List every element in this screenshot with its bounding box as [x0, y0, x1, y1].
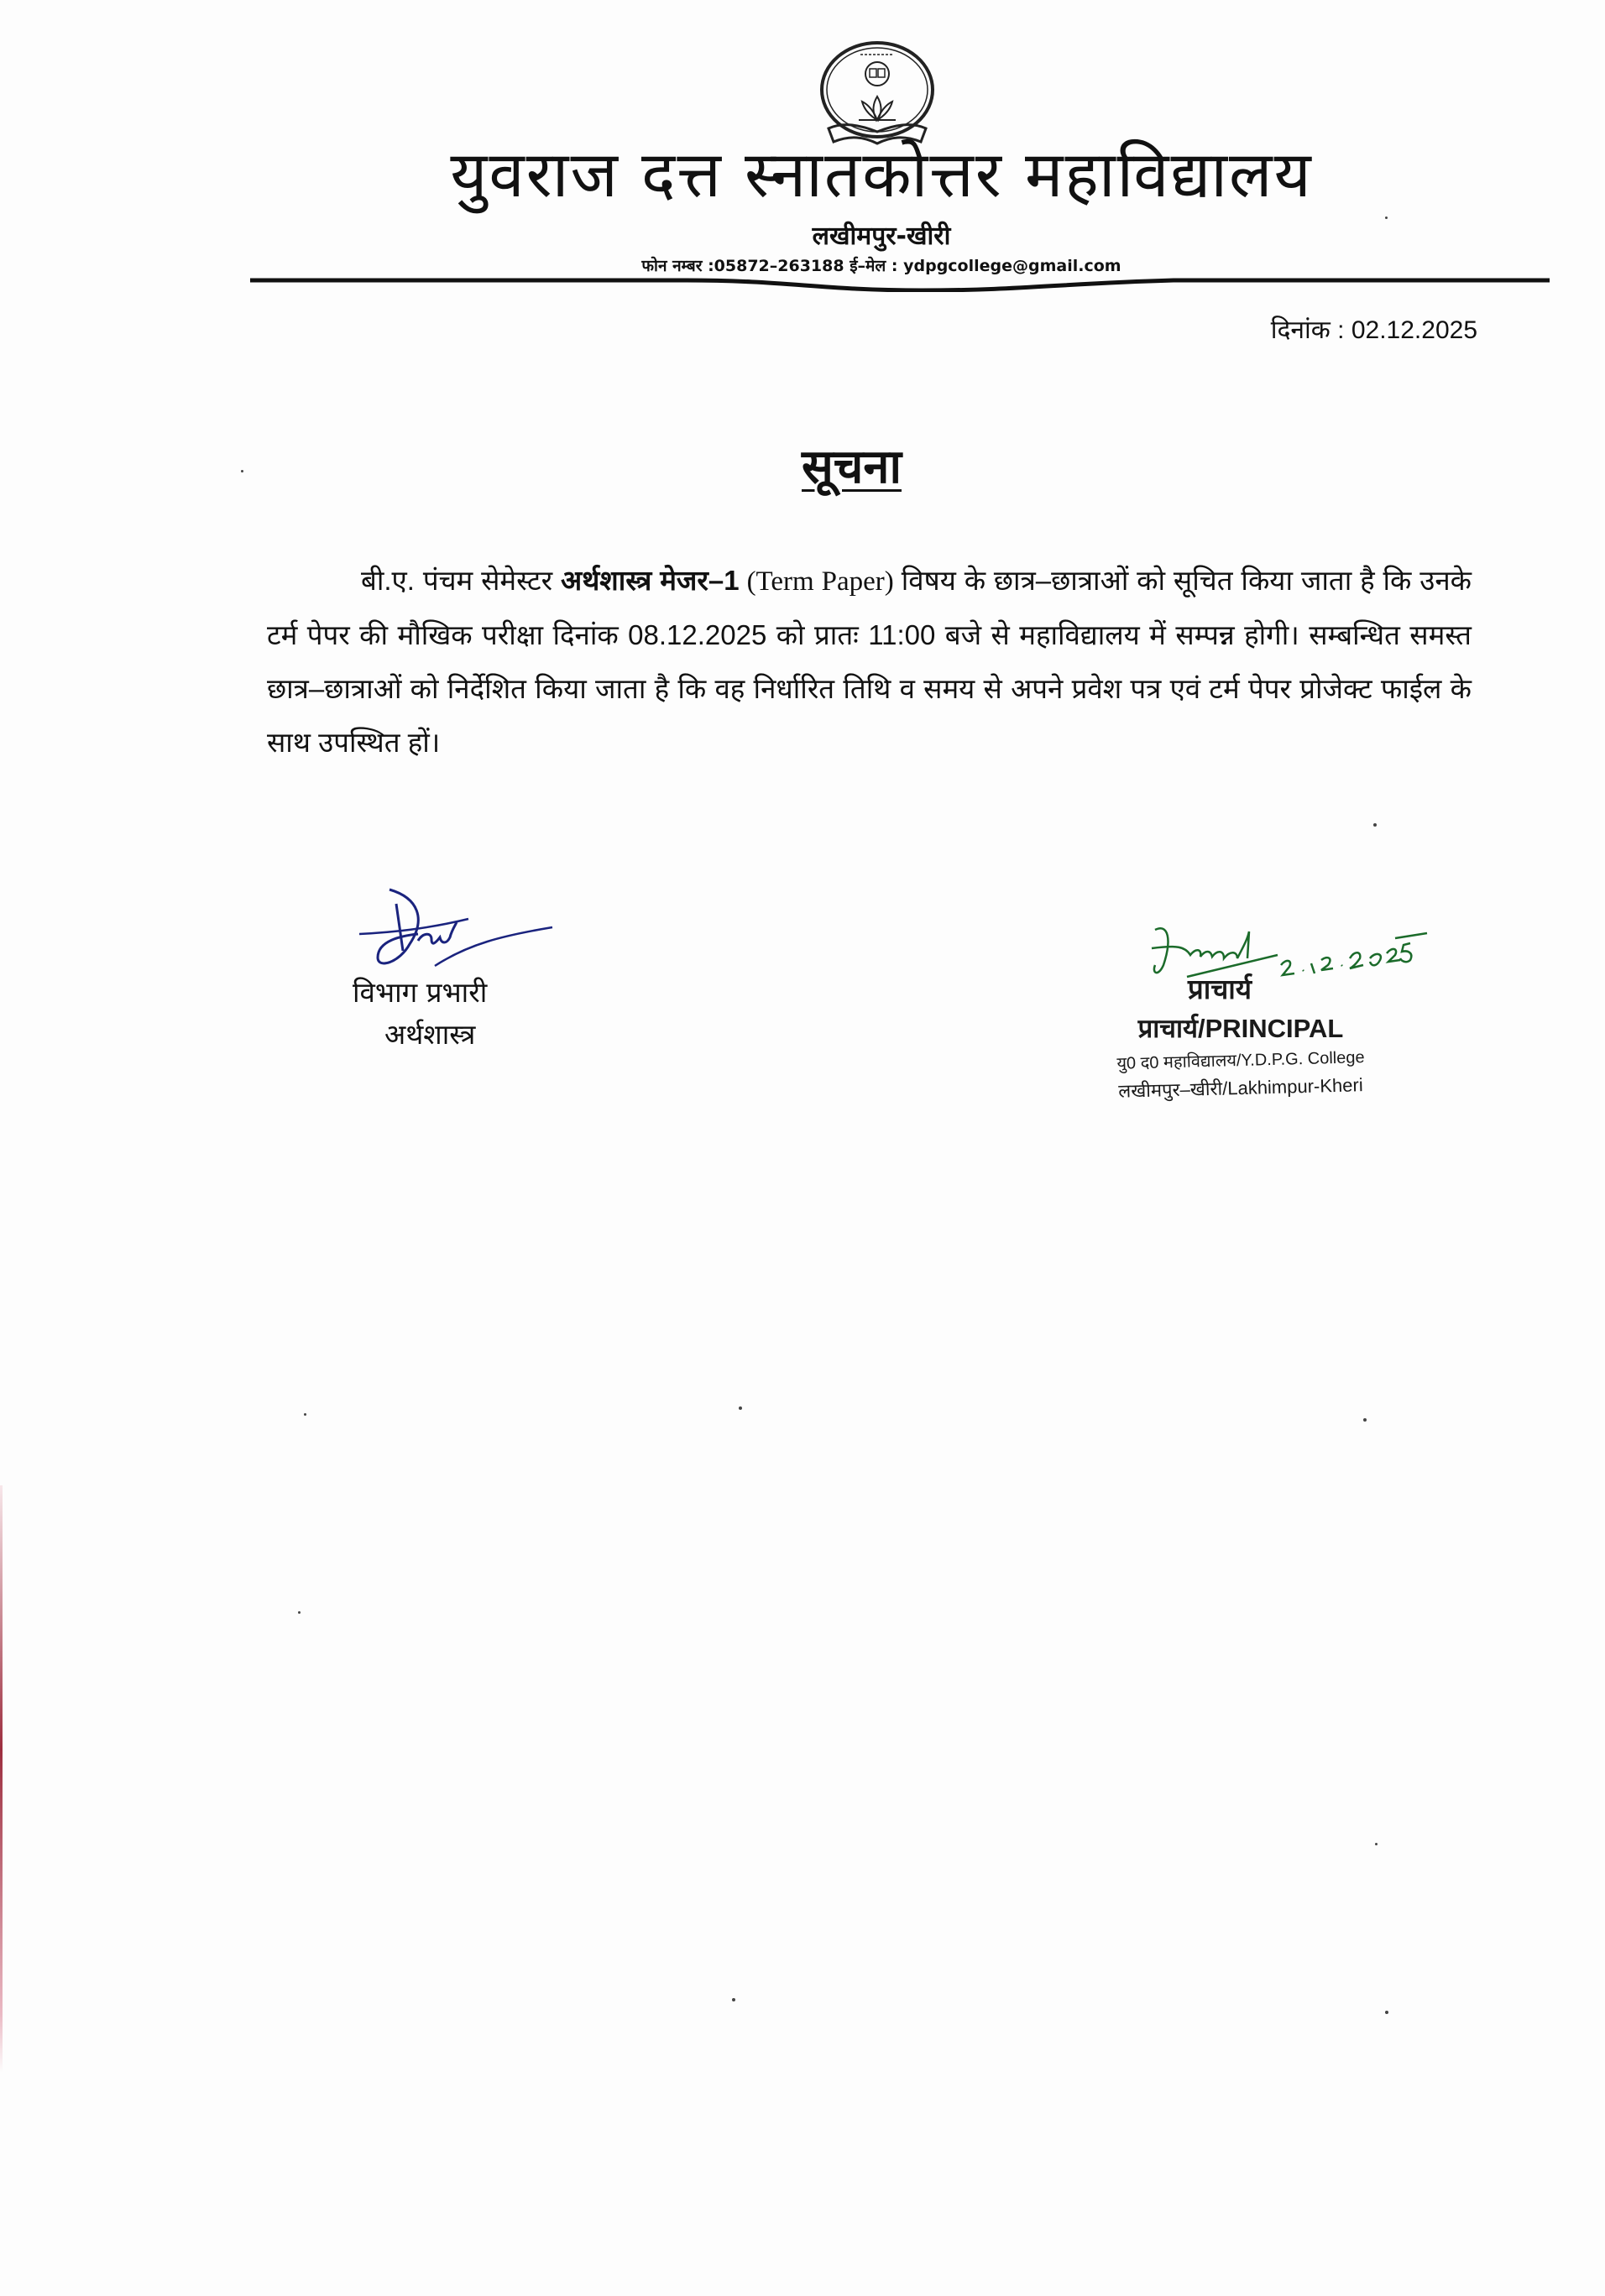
- scan-speck: [739, 1406, 742, 1410]
- scan-speck: [304, 1413, 306, 1416]
- scan-speck: [1385, 217, 1388, 219]
- stamp-location-line: लखीमपुर–खीरी/Lakhimpur-Kheri: [1118, 1074, 1363, 1102]
- scan-speck: [1375, 1843, 1378, 1845]
- college-city: लखीमपुर-खीरी: [812, 222, 951, 251]
- page-edge-mark: [0, 1485, 3, 2073]
- department-head-signature: [359, 885, 561, 982]
- college-name: युवराज दत्त स्नातकोत्तर महाविद्यालय: [450, 137, 1313, 211]
- principal-title: प्राचार्य: [1188, 973, 1252, 1004]
- department-name: अर्थशास्त्र: [384, 1018, 476, 1051]
- stamp-college-line: यु0 द0 महाविद्यालय/Y.D.P.G. College: [1116, 1048, 1365, 1073]
- scan-speck: [1363, 1418, 1367, 1422]
- scan-speck: [732, 1998, 735, 2001]
- principal-stamp: [1064, 973, 1417, 1103]
- body-intro: बी.ए. पंचम सेमेस्टर: [361, 565, 561, 596]
- notice-body: [267, 554, 1472, 770]
- stamp-principal-line: प्राचार्य/PRINCIPAL: [1137, 1014, 1344, 1043]
- notice-date: दिनांक : 02.12.2025: [1270, 316, 1477, 344]
- body-subject: अर्थशास्त्र मेजर–1: [561, 565, 740, 596]
- scan-speck: [1373, 823, 1377, 827]
- scan-speck: [298, 1611, 301, 1614]
- body-term-paper: (Term Paper): [739, 566, 902, 597]
- notice-title: सूचना: [802, 440, 902, 494]
- scan-speck: [241, 470, 243, 472]
- body-main-text: विषय के छात्र–छात्राओं को सूचित किया जाता है कि उनके टर्म पेपर की मौखिक परीक्षा दिनांक 08.12.2025 को प्रातः 11:00 बजे से महाविद्यालय में सम्पन्न होगी। सम्बन्धित समस्त छात्र–छात्राओं को निर्देशित किया जाता है कि वह निर्धारित तिथि व समय से अपने प्रवेश पत्र एवं टर्म पेपर प्रोजेक्ट फाईल के साथ उपस्थित हों।: [267, 565, 1472, 758]
- header-rule: [250, 272, 1550, 292]
- department-head-title: विभाग प्रभारी: [353, 976, 488, 1009]
- scan-speck: [1385, 2011, 1388, 2014]
- college-contact: फोन नम्बर :05872–263188 ई–मेल : ydpgcollege@gmail.com: [641, 257, 1121, 275]
